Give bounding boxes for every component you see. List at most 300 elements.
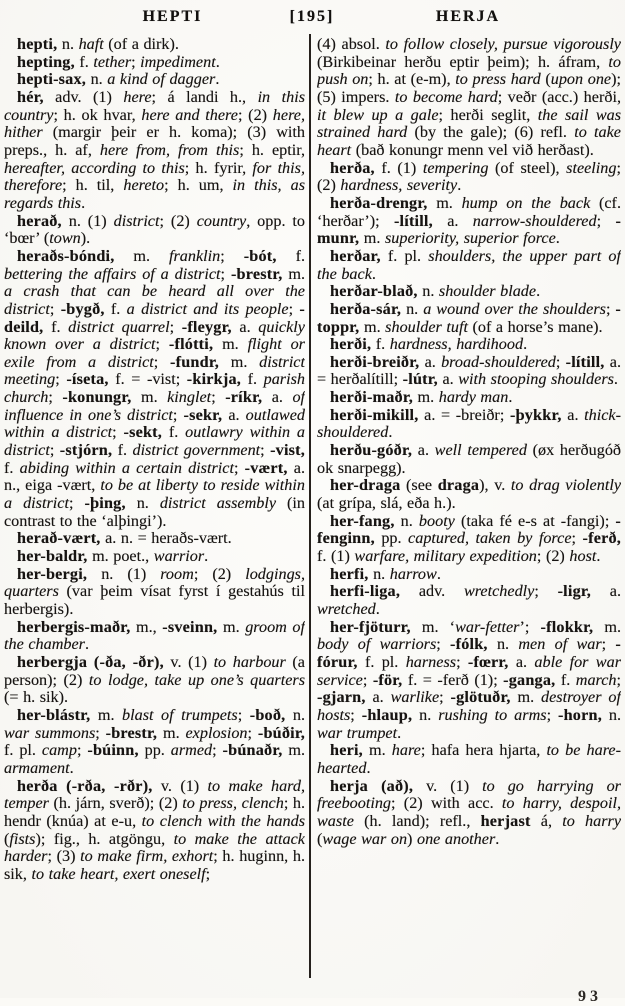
entry-text: . (596, 547, 601, 566)
entry-text: (bað konungr menn vel við herðast). (351, 140, 594, 159)
entry-text: one another (416, 829, 496, 848)
dictionary-entry (317, 583, 621, 618)
dictionary-entry (4, 213, 305, 248)
entry-text: . (366, 758, 371, 777)
entry-text: to drag violently (510, 476, 621, 495)
entry-text: a. (419, 352, 442, 371)
entry-text: a. (561, 405, 585, 424)
entry-text: hereafter, according to this (4, 158, 185, 177)
entry-text: f. pl. (380, 246, 429, 265)
entry-text: ; (456, 652, 468, 671)
entry-text: v. (1) (413, 776, 483, 795)
entry-text: harrow (389, 564, 437, 583)
entry-text: ; (2) (159, 211, 197, 230)
entry-text: (øx herðugóð ok snarpegg). (317, 441, 621, 477)
headword: -vist, (270, 441, 305, 460)
entry-text: ; herði seglit, (438, 105, 538, 124)
entry-text: a crash that can be heard all over the district (4, 282, 305, 318)
entry-text: (Birkibeinar herðu eptir þeim); h. áfram, (317, 52, 609, 71)
entry-text: ; (3) (47, 847, 81, 866)
entry-text: to take heart, exert oneself (31, 864, 206, 883)
headword: -ríkr, (225, 388, 263, 407)
entry-text: captured, taken by force (408, 529, 572, 548)
headword: herða-sár, (330, 299, 402, 318)
entry-text: narrow-shouldered (472, 211, 597, 230)
entry-text: men of war (518, 635, 602, 654)
dictionary-entry (317, 619, 621, 743)
entry-text: thick-shouldered (317, 405, 621, 442)
dictionary-entry (4, 71, 305, 89)
entry-text: booty (418, 511, 455, 530)
entry-text: ; (76, 741, 88, 760)
entry-text: country (196, 211, 247, 230)
dictionary-entry (317, 36, 621, 160)
entry-text: here and there (141, 105, 238, 124)
entry-text: m. ‘ (410, 617, 456, 636)
entry-text: ; (436, 635, 451, 654)
entry-text: m. (359, 229, 385, 248)
entry-text: with stooping shoulders (458, 370, 614, 389)
left-column (4, 36, 305, 994)
entry-text: m. (213, 335, 248, 354)
entry-text: body of warriors (317, 635, 437, 654)
entry-text: (var þeim vísat fyrst í gestahús til herbergis). (4, 582, 305, 618)
entry-text: n. (1) (87, 564, 161, 583)
entry-text: ; (49, 299, 61, 318)
entry-text: ; (601, 635, 616, 654)
entry-text: hare (391, 741, 421, 760)
entry-text: ; (233, 458, 245, 477)
entry-text: room (160, 564, 194, 583)
entry-text: wage war on (322, 829, 408, 848)
entry-text: f. = -vist; (108, 370, 187, 389)
entry-text: a. n., eiga -vært, (4, 458, 305, 495)
entry-text: ; (616, 670, 621, 689)
entry-text: n. (57, 36, 79, 53)
entry-text: to clench with the hands (141, 811, 305, 830)
entry-text: m. (217, 617, 246, 636)
entry-text: ; (2) (317, 158, 621, 195)
entry-text: n. (401, 299, 424, 318)
entry-text: f. (555, 670, 576, 689)
headword: herði-mikill, (330, 405, 419, 424)
entry-text: . (81, 193, 86, 212)
entry-text: well tempered (434, 441, 527, 460)
entry-text: . (555, 229, 560, 248)
entry-text: . (495, 829, 500, 848)
dictionary-entry (317, 566, 621, 584)
entry-text: a. (222, 405, 246, 424)
entry-text: a. (412, 441, 435, 460)
entry-text: the sail was strained hard (317, 105, 621, 142)
entry-text: wretchedly (463, 582, 535, 601)
entry-text: able for war service (317, 652, 621, 689)
entry-text: to follow closely, pursue vigorously (385, 36, 621, 53)
headword: -sekr, (183, 405, 223, 424)
entry-text: ( (4, 829, 10, 848)
entry-text: ; (95, 723, 106, 742)
dictionary-entry (4, 530, 305, 548)
entry-text: parish church (4, 370, 305, 407)
entry-text: armament (4, 758, 70, 777)
entry-text: ; (350, 705, 362, 724)
headword: herfi-liga, (330, 582, 401, 601)
running-head (0, 8, 625, 30)
headword: -flokkr, (540, 617, 594, 636)
headword: draga (437, 476, 480, 495)
entry-text: ; h. um, (164, 176, 233, 195)
entry-text: . (69, 758, 74, 777)
headword: herði, (330, 335, 372, 354)
entry-text: here from, from this (99, 140, 240, 159)
headword: -þing, (84, 494, 126, 513)
entry-text: warrior (153, 547, 205, 566)
headword: -búðir, (257, 723, 305, 742)
entry-text: f. (371, 335, 390, 354)
entry-text: explosion (185, 723, 248, 742)
entry-text: m. (282, 264, 305, 283)
entry-text: f. (112, 441, 133, 460)
entry-text: shoulder blade (438, 282, 537, 301)
headword: -þykkr, (509, 405, 562, 424)
entry-text: (of steel), (488, 158, 567, 177)
entry-text: harness (405, 652, 457, 671)
entry-text: flight or exile from a district (4, 335, 305, 371)
headword: -sekt, (123, 423, 163, 442)
entry-text: destroyer of hosts (317, 688, 621, 724)
headword: herða, (330, 158, 375, 177)
entry-text: a. (365, 688, 391, 707)
entry-text: ; (48, 388, 63, 407)
entry-text: ; (172, 405, 184, 424)
dictionary-entry (4, 54, 305, 72)
entry-text: ; (153, 352, 171, 371)
dictionary-entry (317, 778, 621, 849)
headword: herað-vært, (17, 529, 101, 548)
headword: -boð, (249, 705, 286, 724)
entry-text: ; (112, 423, 124, 442)
entry-text: . (215, 52, 220, 71)
entry-text: , opp. to ‘bœr’ ( (4, 211, 305, 248)
entry-text: ), v. (479, 476, 511, 495)
entry-text: warfare, military expedition (354, 547, 537, 566)
entry-text: (h. járn, sverð); (2) (48, 794, 183, 813)
entry-text: f. (276, 246, 305, 265)
dictionary-entry (317, 477, 621, 512)
entry-text: ; (211, 388, 226, 407)
entry-text: district quarrel (68, 317, 170, 336)
headword: her-blástr, (17, 705, 91, 724)
headword: -ganga, (503, 670, 556, 689)
headword: -lútr, (402, 370, 438, 389)
entry-text: lodgings, quarters (4, 564, 305, 601)
entry-text: ) (407, 829, 417, 848)
entry-text: tether (93, 52, 132, 71)
headword: her-bergi, (17, 564, 88, 583)
entry-text: n. (394, 511, 419, 530)
entry-text: ; (2) (536, 547, 570, 566)
entry-text: to harry (562, 811, 621, 830)
entry-text: ; (2) with acc. (391, 794, 502, 813)
headword: -ferð, (582, 529, 621, 548)
headword: -búinn, (87, 741, 139, 760)
entry-text: . (508, 388, 513, 407)
entry-text: ; h. ok hvar, (53, 105, 142, 124)
headword: herða-drengr, (330, 193, 428, 212)
entry-text: hardness, severity (340, 176, 458, 195)
entry-text: adv. (400, 582, 464, 601)
entry-text: fists (9, 829, 36, 848)
entry-text: superiority, superior force (384, 229, 556, 248)
entry-text: pp. (374, 529, 409, 548)
entry-text: m. (593, 617, 621, 636)
headword: -fórur, (317, 635, 621, 671)
entry-text: n. (601, 705, 621, 724)
entry-text: . (371, 264, 376, 283)
headword: -kirkja, (186, 370, 242, 389)
headword: -vært, (244, 458, 288, 477)
entry-text: to become hard (394, 87, 498, 106)
entry-text: ; (2) (193, 564, 246, 583)
headword: heri, (330, 741, 363, 760)
dictionary-entry (317, 160, 621, 195)
entry-text: to make hard, temper (4, 776, 305, 813)
entry-text: . (84, 635, 90, 654)
entry-text: ; (439, 688, 451, 707)
entry-text: . (457, 176, 462, 195)
entry-text: ; (555, 352, 566, 371)
entry-text: to push on (317, 52, 621, 89)
entry-text: ; h. til, (62, 176, 124, 195)
column-divider-rule (309, 34, 311, 978)
headword: her-fang, (330, 511, 395, 530)
entry-text: m. (362, 741, 392, 760)
entry-text: of influence in one’s district (4, 388, 305, 424)
dictionary-entry (317, 301, 621, 336)
headword: -brestr, (105, 723, 158, 742)
entry-text: here, hither (4, 105, 305, 142)
entry-text: m., (130, 617, 163, 636)
headword: -fenginn, (317, 511, 621, 548)
entry-text: for this, therefore (4, 158, 305, 195)
headword: -íseta, (66, 370, 109, 389)
entry-text: ; (205, 864, 211, 883)
entry-text: ; (596, 211, 616, 230)
headword: her-baldr, (17, 547, 88, 566)
entry-text: ; veðr (acc.) herði, (497, 87, 621, 106)
entry-text: blast of trumpets (122, 705, 238, 724)
entry-text: f. (241, 370, 264, 389)
entry-text: n. (412, 705, 439, 724)
entry-text: shoulder tuft (385, 317, 468, 336)
entry-text: war-fetter (455, 617, 520, 636)
right-column (317, 36, 621, 994)
entry-text: ; (131, 52, 141, 71)
entry-text: n. (487, 635, 519, 654)
entry-text: to make the attack harder (4, 829, 305, 866)
entry-text: ; (55, 370, 67, 389)
entry-text: tempering (422, 158, 489, 177)
headword: herðar-blað, (330, 282, 418, 301)
dictionary-entry (317, 248, 621, 283)
entry-text: march (575, 670, 617, 689)
entry-text: outlawed within a district (4, 405, 305, 442)
dictionary-entry (317, 195, 621, 248)
entry-text: ; (362, 670, 373, 689)
entry-text: armed (170, 741, 213, 760)
headword: -sveinn, (162, 617, 218, 636)
entry-text: (h. land); refl., (353, 811, 481, 830)
headword: -fólk, (450, 635, 488, 654)
entry-text: a. = herðalítill; (317, 352, 621, 389)
headword: -brestr, (230, 264, 283, 283)
headword: -horn, (558, 705, 602, 724)
entry-text: hump on the back (461, 193, 591, 212)
entry-text: m. (131, 388, 168, 407)
entry-text: abiding within a certain district (19, 458, 234, 477)
entry-text: haft (78, 36, 104, 53)
entry-text: franklin (169, 246, 221, 265)
headword: -flótti, (168, 335, 214, 354)
headword: -för, (372, 670, 403, 689)
entry-text: district assembly (159, 494, 277, 513)
entry-text: . (215, 70, 220, 89)
guide-word-left: HEPTI (142, 8, 203, 25)
entry-text: ; (237, 705, 250, 724)
headword: hepti, (17, 36, 58, 53)
headword: herbergja (-ða, -ðr), (17, 652, 164, 671)
entry-text: district (113, 211, 160, 230)
entry-text: district meeting (4, 352, 305, 389)
entry-text: n. (417, 282, 439, 301)
entry-text: a kind of dagger (107, 70, 216, 89)
entry-text: n. (368, 564, 390, 583)
headword: -bygð, (60, 299, 105, 318)
entry-text: hardness, hardihood (389, 335, 524, 354)
entry-text: quickly known over a district (4, 317, 305, 354)
entry-text: adv. (1) (43, 87, 124, 106)
headword: -ligr, (557, 582, 592, 601)
entry-text: ; (605, 299, 616, 318)
dictionary-entry (4, 619, 305, 654)
entry-text: ; (247, 723, 258, 742)
entry-text: ; h. at (e-m), (368, 70, 456, 89)
entry-text: broad-shouldered (441, 352, 556, 371)
entry-text: ; h. hendr (knúa) at e-u, (4, 794, 305, 830)
entry-text: ; h. fyrir, (184, 158, 253, 177)
headword: -munr, (317, 211, 621, 248)
headword: -lítill, (565, 352, 605, 371)
entry-text: v. (1) (152, 776, 208, 795)
entry-text: (at grípa, slá, eða h.). (317, 494, 456, 513)
headword: -fœrr, (467, 652, 509, 671)
entry-text: ; hafa hera hjarta, (420, 741, 547, 760)
headword: herði-maðr, (330, 388, 413, 407)
entry-text: . (388, 423, 393, 442)
entry-text: war summons (4, 723, 96, 742)
dictionary-entry (317, 389, 621, 407)
dictionary-entry (317, 742, 621, 777)
entry-text: m. (510, 688, 541, 707)
dictionary-entry (4, 548, 305, 566)
headword: -toppr, (317, 299, 621, 336)
entry-text: v. (1) (163, 652, 214, 671)
entry-text: ; (169, 317, 182, 336)
entry-text: to press, clench (182, 794, 284, 813)
entry-text: in this, as regards this (4, 176, 305, 212)
headword: hepti-sax, (17, 70, 87, 89)
headword: herja (að), (330, 776, 414, 795)
entry-text: (margir þeir er h. koma); (3) with preps., h. af, (4, 123, 305, 159)
dictionary-entry (317, 354, 621, 389)
headword: -bót, (243, 246, 277, 265)
entry-text: to take heart (317, 123, 621, 159)
entry-text: m. (359, 317, 386, 336)
entry-text: f. pl. (4, 741, 42, 760)
entry-text: ; (288, 299, 300, 318)
entry-text: . (523, 335, 528, 354)
entry-text: to lodge, take up one’s quarters (88, 670, 305, 689)
entry-text: ; (220, 264, 231, 283)
dictionary-entry (4, 566, 305, 619)
entry-text: to harbour (213, 652, 286, 671)
entry-text: wretched (317, 600, 376, 618)
headword: -fleygr, (181, 317, 232, 336)
entry-text: ; á landi h., (151, 87, 258, 106)
headword: -deild, (4, 299, 305, 336)
entry-text: to be at liberty to reside within a district (4, 476, 305, 513)
dictionary-entry (4, 248, 305, 531)
entry-text: á, (530, 811, 563, 830)
headword: herðu-góðr, (330, 441, 413, 460)
entry-text: m. (412, 388, 439, 407)
entry-text: ( (317, 829, 323, 848)
entry-text: camp (41, 741, 77, 760)
entry-text: warlike (390, 688, 440, 707)
entry-text: pp. (138, 741, 171, 760)
entry-text: shoulders, the upper part of the back (317, 246, 621, 283)
entry-text: ); fig., h. atgöngu, (35, 829, 174, 848)
entry-text: (see (400, 476, 438, 495)
entry-text: ’; (519, 617, 541, 636)
headword: herðar, (330, 246, 381, 265)
headword: -gjarn, (317, 688, 366, 707)
headword: -konungr, (62, 388, 132, 407)
entry-text: ; (571, 529, 583, 548)
entry-text: to harry, despoil, waste (317, 794, 621, 830)
entry-text: f. (4, 458, 20, 477)
headword: -búnaðr, (222, 741, 283, 760)
dictionary-entry (317, 407, 621, 442)
entry-text: f. (1) (374, 158, 423, 177)
entry-text: a district and its people (126, 299, 289, 318)
entry-text: hardy man (438, 388, 509, 407)
headword: her-fjöturr, (330, 617, 411, 636)
dictionary-entry (4, 36, 305, 54)
entry-text: m. (427, 193, 462, 212)
entry-text: ; (220, 246, 244, 265)
entry-text: kinglet (167, 388, 212, 407)
dictionary-entry (317, 336, 621, 354)
entry-text: . (204, 547, 209, 566)
entry-text: (= h. sik). (4, 688, 69, 707)
headword: herfi, (330, 564, 369, 583)
headword: heraðs-bóndi, (17, 246, 115, 265)
entry-text: (taka fé e-s at -fangi); (454, 511, 616, 530)
dictionary-entry (4, 707, 305, 778)
entry-text: . (536, 282, 541, 301)
entry-text: to press hard (455, 70, 541, 89)
